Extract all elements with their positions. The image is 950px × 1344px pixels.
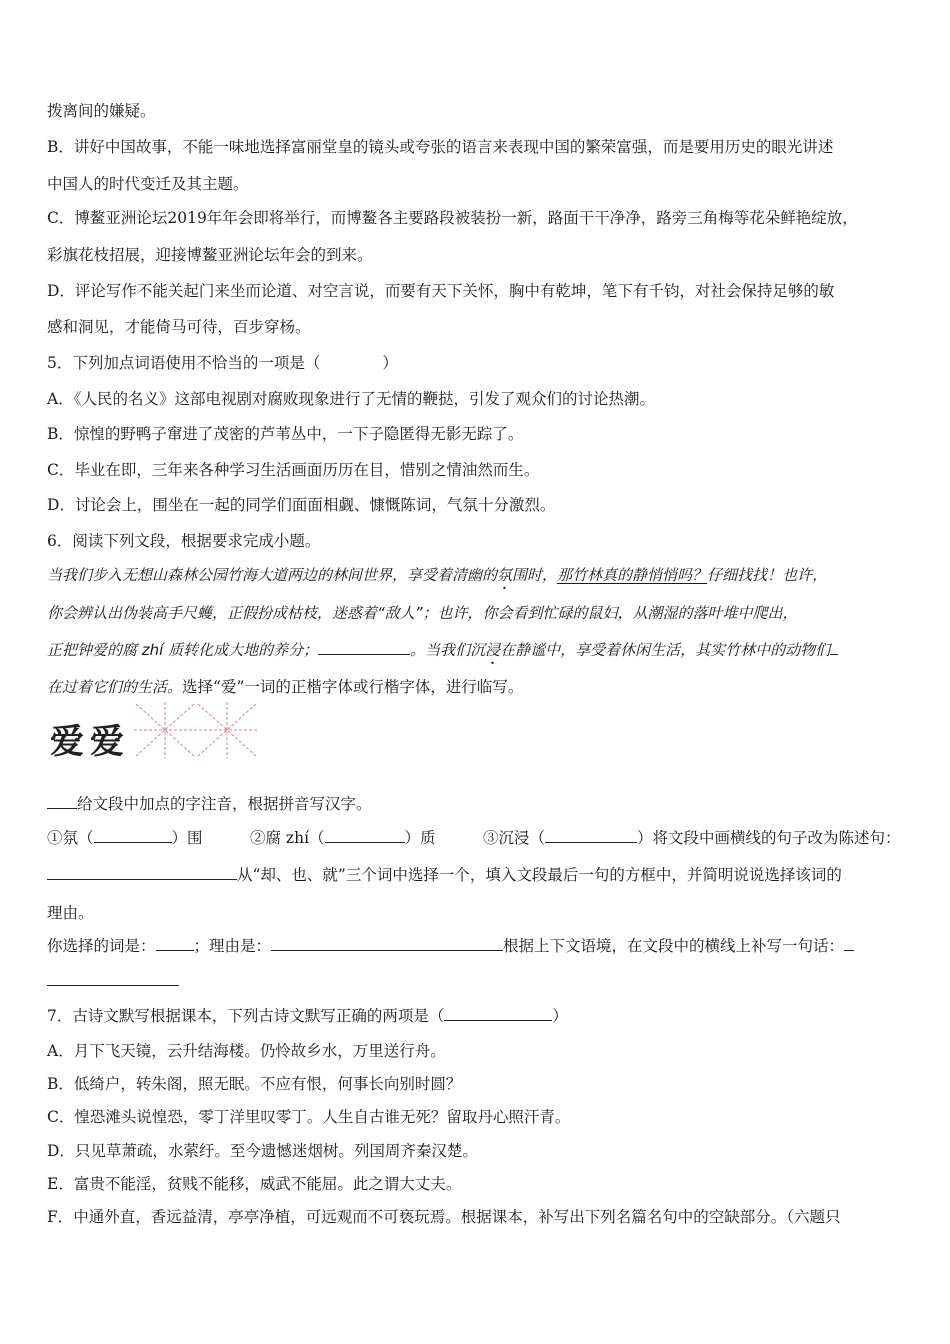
- item-label: ）质: [404, 829, 436, 847]
- q5-option-c: C．毕业在即，三年来各种学习生活画面历历在目，惜别之情油然而生。: [47, 461, 540, 479]
- answer-blank[interactable]: [844, 935, 854, 951]
- fill-item-2: [250, 827, 436, 849]
- passage-text: 正把钟爱的腐 zhí 质转化成大地的养分；: [47, 641, 319, 659]
- q7-option-d: D．只见草萧疏，水萦纡。至今遗憾迷烟树。列国周齐秦汉楚。: [47, 1142, 478, 1160]
- passage-line3: [47, 639, 838, 668]
- passage-text: 当我们步入无想山森林公园竹海大道两边的林间世界，享受着清幽的: [47, 566, 498, 584]
- answer-blank[interactable]: [545, 827, 637, 843]
- question-text: ）: [552, 1007, 568, 1025]
- question-text: 7．古诗文默写根据课本，下列古诗文默写正确的两项是（: [47, 1007, 445, 1025]
- underlined-sentence: 那竹林真的静悄悄吗？: [557, 566, 708, 584]
- answer-blank[interactable]: [444, 1005, 552, 1021]
- answer-blank[interactable]: [94, 827, 172, 843]
- item-label: ）围: [171, 829, 203, 847]
- fill-blank[interactable]: [318, 639, 410, 655]
- q7-option-c: C．惶恐滩头说惶恐，零丁洋里叹零丁。人生自古谁无死？留取丹心照汗青。: [47, 1108, 571, 1126]
- q5-option-b: B．惊惶的野鸭子窜进了茂密的芦苇丛中，一下子隐匿得无影无踪了。: [47, 425, 524, 443]
- answer-line: [47, 935, 854, 957]
- option-d-line2: 感和洞见，才能倚马可待，百步穿杨。: [47, 318, 311, 336]
- task-text: 给文段中加点的字注音，根据拼音写汉字。: [77, 795, 372, 813]
- option-b-line2: 中国人的时代变迁及其主题。: [47, 175, 249, 193]
- passage-line4: [47, 676, 523, 698]
- item-label: ）将文段中画横线的句子改为陈述句：: [637, 829, 901, 847]
- text-line: 拨离间的嫌疑。: [47, 102, 156, 120]
- answer-blank[interactable]: [325, 827, 405, 843]
- q5-option-d: D．讨论会上，围坐在一起的同学们面面相觑、慷慨陈词，气氛十分激烈。: [47, 496, 556, 514]
- option-c-line2: 彩旗花枝招展，迎接博鳌亚洲论坛年会的到来。: [47, 246, 373, 264]
- dotted-char: 浸: [485, 641, 501, 659]
- q7-option-e: E．富贵不能淫，贫贱不能移，威武不能屈。此之谓大丈夫。: [47, 1175, 462, 1193]
- reason-line: 理由。: [47, 904, 94, 922]
- dotted-char: 氛: [497, 566, 513, 584]
- q7-stem: [47, 1005, 568, 1027]
- passage-text: 仔细找找！也许，: [707, 566, 828, 584]
- answer-blank[interactable]: [156, 935, 194, 951]
- answer-blank[interactable]: [47, 970, 179, 986]
- passage-line1: [47, 564, 827, 593]
- q7-option-f: F．中通外直，香远益清，亭亭净植，可远观而不可亵玩焉。根据课本，补写出下列名篇名句中的空缺部分。（六题只: [47, 1208, 841, 1226]
- task-text: ；理由是：: [193, 937, 272, 955]
- item-label: ①氛（: [47, 829, 94, 847]
- q5-stem: 5．下列加点词语使用不恰当的一项是（ ）: [47, 354, 398, 372]
- practice-grid[interactable]: [134, 702, 258, 758]
- answer-blank[interactable]: [47, 864, 237, 880]
- task-text: 选择“爱”一词的正楷字体或行楷字体，进行临写。: [182, 678, 524, 696]
- item-label: ③沉浸（: [483, 829, 546, 847]
- task-text: 从“却、也、就”三个词中选择一个，填入文段最后一句的方框中，并简明说说选择该词的: [237, 866, 842, 884]
- passage-line2: 你会辨认出伪装高手尺蠖，正假扮成枯枝，迷惑着“敌人”；也许，你会看到忙碌的鼠妇，从潮湿的落叶堆中爬出，: [47, 604, 798, 622]
- answer-continuation: [47, 970, 179, 992]
- option-c-line1: C．博鳌亚洲论坛2019年年会即将举行，而博鳌各主要路段被装扮一新，路面干干净净，路旁三角梅等花朵鲜艳绽放，: [47, 209, 858, 227]
- passage-text: 。当我们沉: [410, 641, 486, 659]
- fill-item-1: [47, 827, 203, 849]
- passage-text: 在静谧中，享受着休闲生活，其实竹林中的动物们: [500, 641, 831, 659]
- pinyin-task-line: [47, 793, 372, 815]
- q5-option-a: A．《人民的名义》这部电视剧对腐败现象进行了无情的鞭挞，引发了观众们的讨论热潮。: [47, 390, 655, 408]
- q7-option-a: A．月下飞天镜，云升结海楼。仍怜故乡水，万里送行舟。: [47, 1042, 446, 1060]
- task-text: 根据上下文语境，在文段中的横线上补写一句话：: [503, 937, 845, 955]
- answer-blank[interactable]: [47, 793, 77, 809]
- passage-text: 围时，: [512, 566, 558, 584]
- calligraphy-sample: 爱爱: [50, 722, 130, 762]
- option-b-line1: B．讲好中国故事，不能一味地选择富丽堂皇的镜头或夸张的语言来表现中国的繁荣富强，而是要用历史的眼光讲述: [47, 138, 834, 156]
- choose-line: [47, 864, 842, 886]
- q6-stem: 6．阅读下列文段，根据要求完成小题。: [47, 532, 321, 550]
- fill-item-3: [483, 827, 901, 849]
- item-label: ②腐 zhí（: [250, 829, 325, 847]
- answer-blank[interactable]: [271, 935, 503, 951]
- task-text: 你选择的词是：: [47, 937, 156, 955]
- passage-text: 在过着它们的生活。: [47, 678, 183, 696]
- option-d-line1: D．评论写作不能关起门来坐而论道、对空言说，而要有天下关怀，胸中有乾坤，笔下有千钧，对社会保持足够的敏: [47, 282, 835, 300]
- box-blank[interactable]: [830, 639, 838, 655]
- q7-option-b: B．低绮户，转朱阁，照无眠。不应有恨，何事长向别时圆？: [47, 1075, 462, 1093]
